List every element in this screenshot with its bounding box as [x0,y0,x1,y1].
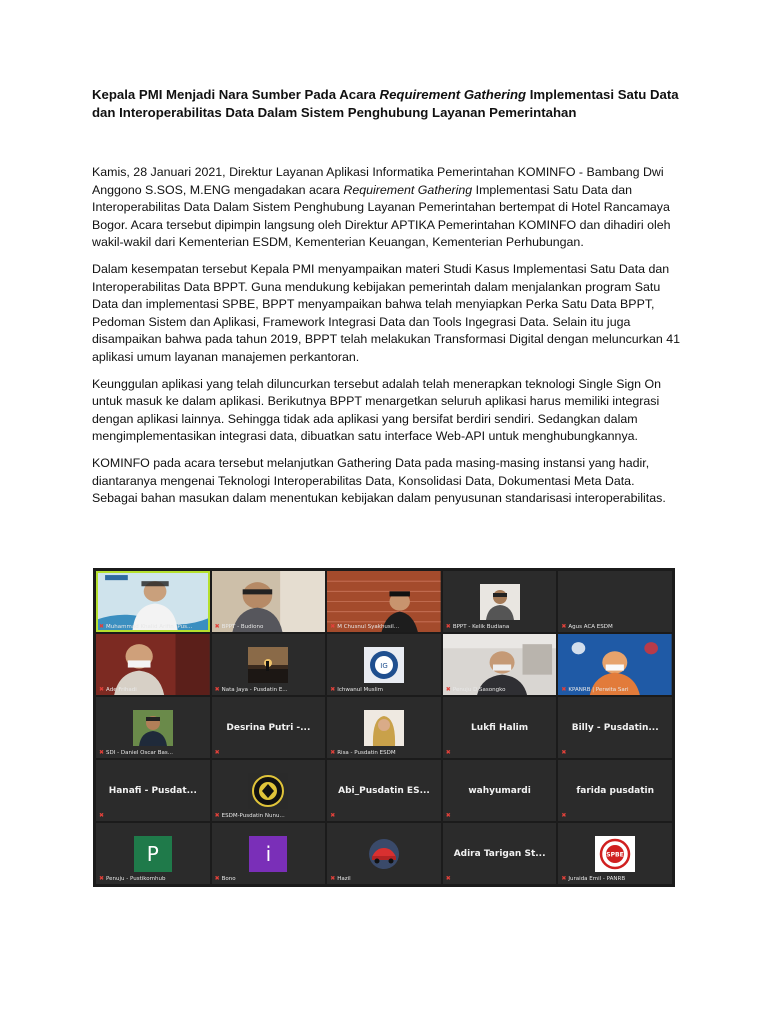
participant-caption-label: Risa - Pusdatin ESDM [337,749,396,756]
participant-tile [558,697,672,758]
participant-caption [330,749,438,756]
participant-tile [327,823,441,884]
muted-mic-icon: ✖ [561,812,567,819]
muted-mic-icon: ✖ [561,686,567,693]
participant-caption [330,686,438,693]
muted-mic-icon: ✖ [330,812,336,819]
muted-mic-icon: ✖ [99,875,105,882]
participant-caption [330,623,438,630]
participant-tile [327,634,441,695]
participant-tile [558,571,672,632]
participant-caption [446,623,554,630]
muted-mic-icon: ✖ [330,875,336,882]
participant-tile [212,697,326,758]
avatar-initial: P [134,836,172,872]
participant-avatar [364,710,404,746]
participant-name: Lukfi Halim [471,722,529,733]
participant-caption-label: Bono [221,875,236,882]
participant-tile [443,760,557,821]
participant-caption [446,749,554,756]
participant-name: Adira Tarigan St... [453,848,546,859]
participant-tile [96,634,210,695]
participant-caption [99,875,207,882]
participant-caption [215,623,323,630]
participant-caption-label: BPPT - Budiono [221,623,264,630]
participant-tile [212,823,326,884]
muted-mic-icon: ✖ [214,749,220,756]
participant-caption [215,686,323,693]
participant-tile [96,760,210,821]
participant-tile [212,760,326,821]
muted-mic-icon: ✖ [214,623,220,630]
participant-caption-label: Juraida Emil - PANRB [568,875,626,882]
participant-caption [561,623,669,630]
participant-caption-label: Penuju - Pustikomhub [106,875,166,882]
participant-tile [96,823,210,884]
participant-avatar [248,647,288,683]
participant-name: Desrina Putri -... [226,722,311,733]
participant-tile [443,697,557,758]
muted-mic-icon: ✖ [99,623,105,630]
participant-caption-label: BPPT - Kelik Budiana [452,623,510,630]
participant-caption [99,623,207,630]
video-conference-screenshot [93,568,675,887]
muted-mic-icon: ✖ [99,686,105,693]
participant-tile [212,571,326,632]
article [92,86,682,517]
muted-mic-icon: ✖ [445,623,451,630]
muted-mic-icon: ✖ [445,875,451,882]
participant-caption [446,875,554,882]
participant-tile [443,823,557,884]
participant-tile [327,760,441,821]
paragraph-1: Kamis, 28 Januari 2021, Direktur Layanan Aplikasi Informatika Pemerintahan KOMINFO - Bambang Dwi Anggono S.SOS, M.ENG mengadakan acara Requirement Gathering Implementasi Satu Data dan Interoperabilitas Data Dalam Sistem Penghubung Layanan Pemerintahan bertempat di Hotel Rancamaya Bogor. Acara tersebut dipimpin langsung oleh Direktur APTIKA Pemerintahan KOMINFO dan dihadiri oleh wakil-wakil dari Kementerian ESDM, Kementerian Keuangan, Kementerian Perhubungan. [92,165,671,250]
svg-text:SPBE: SPBE [606,851,624,858]
participant-caption [561,812,669,819]
muted-mic-icon: ✖ [99,749,105,756]
participant-name: wahyumardi [468,785,531,796]
participant-caption [330,875,438,882]
participant-caption-label: Ichwanul Muslim [337,686,383,693]
participant-caption-label: Penuju D Sasongko [452,686,506,693]
participant-avatar [248,773,288,809]
participant-caption-label: Hazil [337,875,351,882]
muted-mic-icon: ✖ [99,812,105,819]
participant-name: Hanafi - Pusdat... [108,785,197,796]
participant-caption-label: ESDM-Pusdatin Nunu... [221,812,285,819]
participant-caption [561,875,669,882]
participant-caption-label: Ade Frihadi [106,686,137,693]
participant-name: farida pusdatin [576,785,655,796]
participant-tile [327,571,441,632]
participant-avatar [595,836,635,872]
participant-tile [96,571,210,632]
participant-name: Abi_Pusdatin ES... [338,785,430,796]
article-title: Kepala PMI Menjadi Nara Sumber Pada Acara Requirement Gathering Implementasi Satu Data dan Interoperabilitas Data Dalam Sistem Penghubung Layanan Pemerintahan [92,87,679,120]
muted-mic-icon: ✖ [445,812,451,819]
participant-tile [558,760,672,821]
participant-caption [446,812,554,819]
muted-mic-icon: ✖ [561,875,567,882]
muted-mic-icon: ✖ [445,686,451,693]
participant-caption-label: SDI - Daniel Oscar Bas... [106,749,173,756]
participant-tile [558,823,672,884]
participant-caption [99,749,207,756]
paragraph-3: Keunggulan aplikasi yang telah diluncurkan tersebut adalah telah menerapkan teknologi Single Sign On untuk masuk ke dalam aplikasi. Berikutnya BPPT menargetkan seluruh aplikasi harus memiliki integrasi dengan aplikasi lainnya. Sehingga tidak ada aplikasi yang bersifat berdiri sendiri. Sedangkan dalam mengimplementasikan integrasi data, dibuatkan satu interface Web-API untuk menghubungkannya. [92,376,661,444]
participant-tile [212,634,326,695]
participant-caption [446,686,554,693]
muted-mic-icon: ✖ [330,686,336,693]
participant-tile [443,571,557,632]
muted-mic-icon: ✖ [445,749,451,756]
participant-caption [215,749,323,756]
participant-avatar [133,710,173,746]
muted-mic-icon: ✖ [214,875,220,882]
participant-tile [327,697,441,758]
participant-avatar [364,647,404,683]
avatar-initial: i [249,836,287,872]
muted-mic-icon: ✖ [214,812,220,819]
participant-caption [561,686,669,693]
paragraph-2: Dalam kesempatan tersebut Kepala PMI menyampaikan materi Studi Kasus Implementasi Satu Data dan Interoperabilitas Data BPPT. Guna mendukung kebijakan pemerintah dalam menjalankan program Satu Data dan implementasi SPBE, BPPT menyampaikan bahwa telah menyiapkan Perka Satu Data BPPT, Pedoman Sistem dan Aplikasi, Framework Integrasi Data dan Tools Ingegrasi Data. Selain itu juga disampaikan bahwa pada tahun 2019, BPPT telah melakukan Transformasi Digital dengan meluncurkan 41 aplikasi umum layanan manajemen perkantoran. [92,261,680,364]
participant-avatar [364,836,404,872]
participant-caption [99,812,207,819]
participant-avatar [480,584,520,620]
participant-caption [561,749,669,756]
participant-caption [330,812,438,819]
participant-caption-label: Agus ACA ESDM [568,623,613,630]
participant-tile [443,634,557,695]
muted-mic-icon: ✖ [561,623,567,630]
muted-mic-icon: ✖ [330,749,336,756]
participant-caption-label: Nata Jaya - Pusdatin E... [221,686,288,693]
participant-tile [96,697,210,758]
participant-caption-label: KPANRB | Perwita Sari [568,686,629,693]
paragraph-4: KOMINFO pada acara tersebut melanjutkan Gathering Data pada masing-masing instansi yang hadir, diantaranya mengenai Teknologi Interoperabilitas Data, Konsolidasi Data, Dokumentasi Meta Data. Sebagai bahan masukan dalam menentukan kebijakan dalam penyusunan standarisasi interoperabilitas. [92,455,666,506]
participant-caption-label: Muhammad Khalid Arifin -Pus... [106,623,193,630]
participant-tile [558,634,672,695]
muted-mic-icon: ✖ [330,623,336,630]
participant-caption [215,812,323,819]
participant-caption [215,875,323,882]
muted-mic-icon: ✖ [561,749,567,756]
participant-name: Billy - Pusdatin... [571,722,659,733]
participant-caption-label: M Chusnul Syakhusil... [337,623,400,630]
participant-caption [99,686,207,693]
muted-mic-icon: ✖ [214,686,220,693]
svg-text:IG: IG [380,661,388,670]
